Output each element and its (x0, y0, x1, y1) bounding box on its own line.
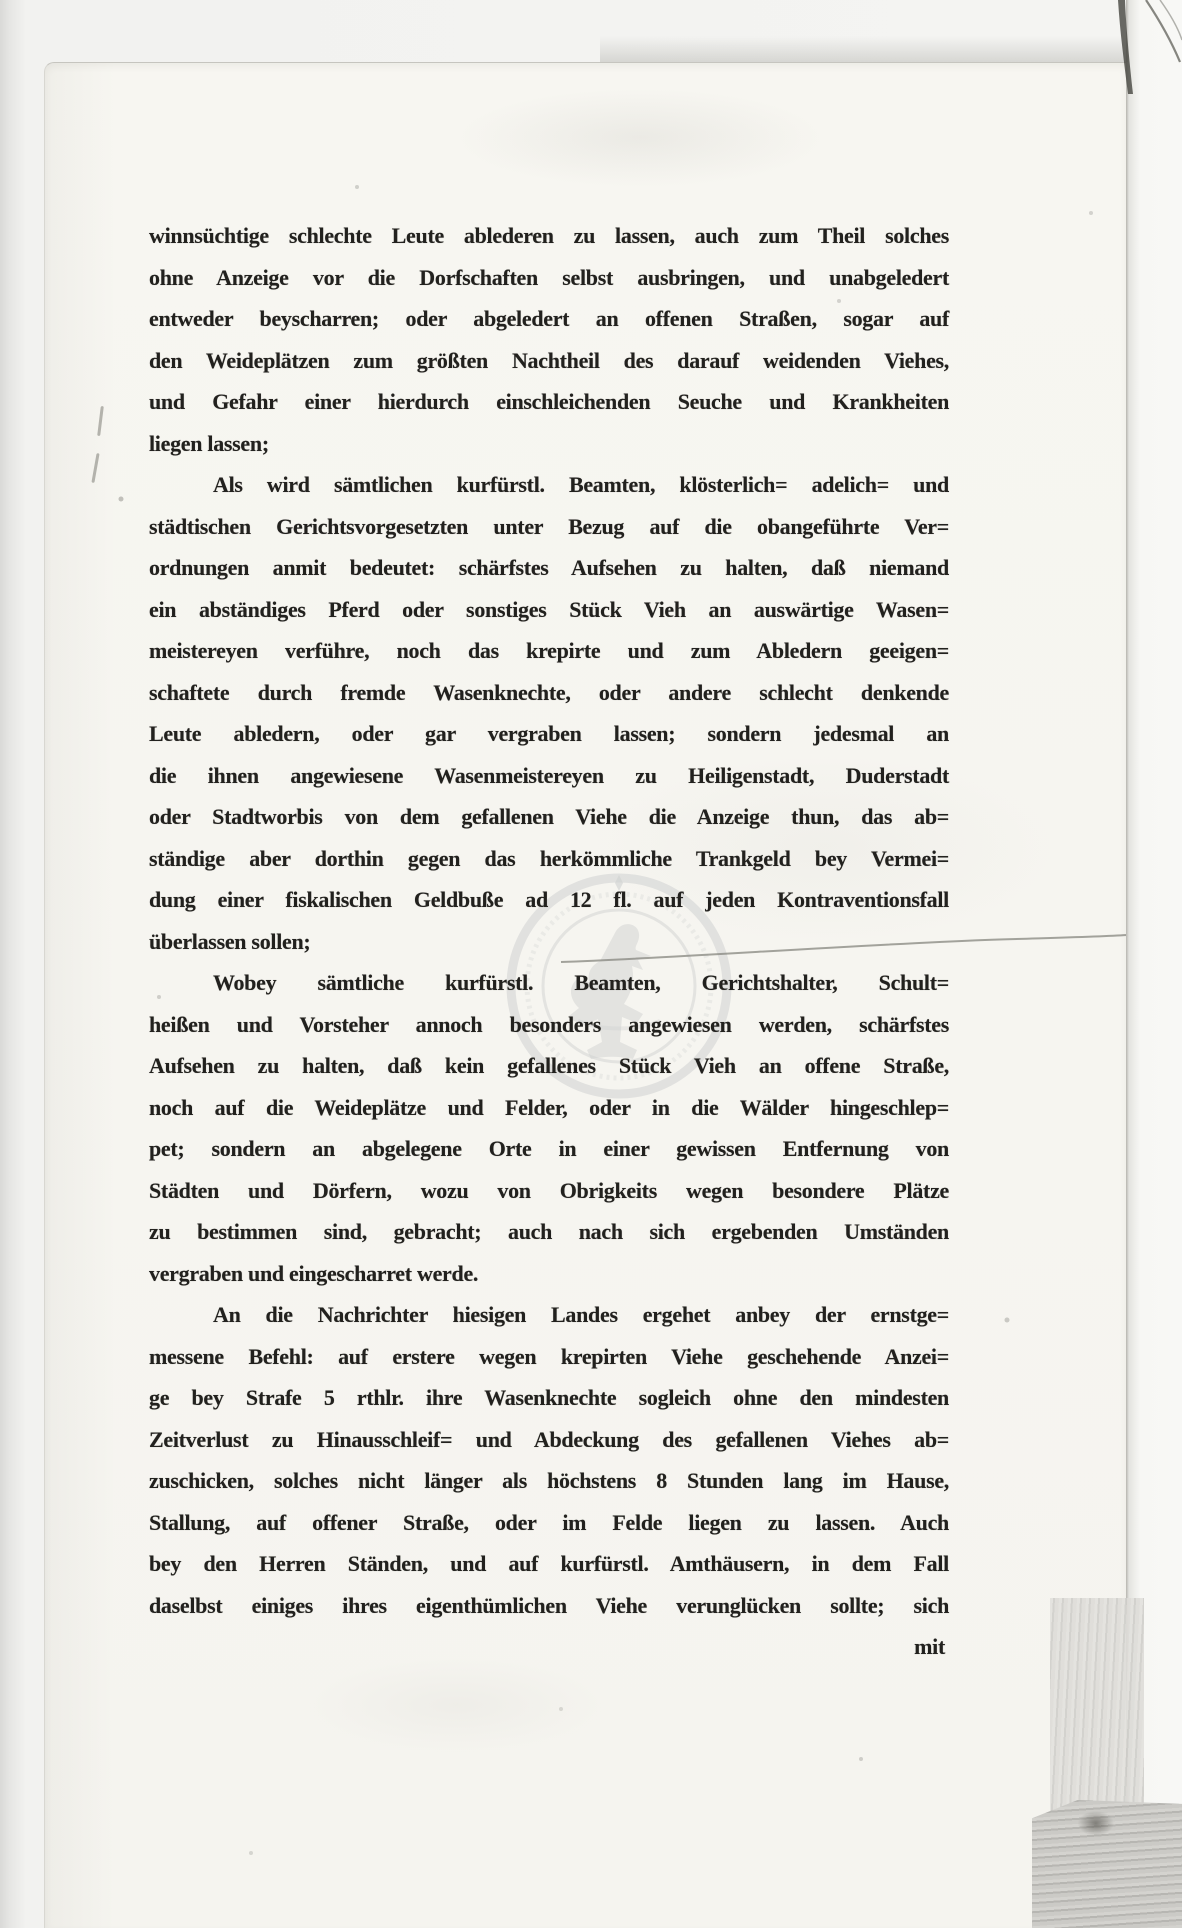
text-line: winnsüchtige schlechte Leute ablederen zu lassen, auch zum Theil solches (149, 223, 949, 248)
text-line: überlassen sollen; (149, 928, 311, 954)
text-column (149, 215, 949, 1668)
text-line: pet; sondern an abgelegene Orte in einer gewissen Entfernung von (149, 1136, 949, 1161)
text-line: messene Befehl: auf erstere wegen krepirten Viehe geschehende Anzei= (149, 1343, 949, 1369)
text-line: daselbst einiges ihres eigenthümlichen Viehe verunglücken sollte; sich (149, 1592, 949, 1618)
text-line: An die Nachrichter hiesigen Landes ergehet anbey der ernstge= (213, 1302, 949, 1327)
text-line: und Gefahr einer hierdurch einschleichenden Seuche und Krankheiten (149, 389, 949, 414)
text-line: dung einer fiskalischen Geldbuße ad 12 fl. auf jeden Kontraventionsfall (149, 887, 949, 912)
text-line: ein abständiges Pferd oder sonstiges Stück Vieh an auswärtige Wasen= (149, 596, 949, 622)
text-line: Als wird sämtlichen kurfürstl. Beamten, klösterlich= adelich= und (213, 472, 949, 497)
text-line: die ihnen angewiesene Wasenmeistereyen zu Heiligenstadt, Duderstadt (149, 762, 949, 788)
text-line: schaftete durch fremde Wasenknechte, oder andere schlecht denkende (149, 679, 949, 705)
text-line: den Weideplätzen zum größten Nachtheil des darauf weidenden Viehes, (149, 347, 949, 373)
book-fore-edge (1032, 1800, 1182, 1928)
document-page (44, 62, 1127, 1928)
text-line: ordnungen anmit bedeutet: schärfstes Aufsehen zu halten, daß niemand (149, 555, 949, 580)
text-line: Städten und Dörfern, wozu von Obrigkeits wegen besondere Plätze (149, 1177, 949, 1203)
catchword: mit (914, 1634, 945, 1659)
text-line: ständige aber dorthin gegen das herkömmliche Trankgeld bey Vermei= (149, 845, 949, 871)
foxing-specks (0, 0, 2, 2)
page-top-shadow (600, 36, 1128, 62)
text-line: entweder beyscharren; oder abgeledert an offenen Straßen, sogar auf (149, 306, 949, 331)
text-line: Aufsehen zu halten, daß kein gefallenes Stück Vieh an offene Straße, (149, 1053, 949, 1078)
text-line: oder Stadtworbis von dem gefallenen Viehe die Anzeige thun, das ab= (149, 804, 949, 829)
page-curl-marks (1100, 0, 1182, 112)
text-line: Zeitverlust zu Hinausschleif= und Abdeckung des gefallenen Viehes ab= (149, 1426, 949, 1452)
text-line: zu bestimmen sind, gebracht; auch nach sich ergebenden Umständen (149, 1219, 949, 1244)
text-line: liegen lassen; (149, 430, 269, 456)
text-line: meistereyen verführe, noch das krepirte und zum Abledern geeigen= (149, 638, 949, 663)
text-line: zuschicken, solches nicht länger als höchstens 8 Stunden lang im Hause, (149, 1468, 949, 1493)
text-line: ohne Anzeige vor die Dorfschaften selbst ausbringen, und unabgeledert (149, 264, 949, 290)
page-stack-edge (1050, 1598, 1144, 1813)
text-line: Stallung, auf offener Straße, oder im Felde liegen zu lassen. Auch (149, 1509, 949, 1535)
text-block (149, 215, 949, 1626)
margin-pen-mark (97, 406, 104, 436)
text-line: Wobey sämtliche kurfürstl. Beamten, Gerichtshalter, Schult= (213, 970, 949, 995)
text-line: bey den Herren Ständen, und auf kurfürstl. Amthäusern, in dem Fall (149, 1551, 949, 1576)
text-line: vergraben und eingescharret werde. (149, 1260, 479, 1286)
text-line: Leute abledern, oder gar vergraben lassen; sondern jedesmal an (149, 721, 949, 746)
text-line: noch auf die Weideplätze und Felder, oder in die Wälder hingeschlep= (149, 1094, 949, 1120)
text-line: heißen und Vorsteher annoch besonders angewiesen werden, schärfstes (149, 1011, 949, 1037)
text-line: ge bey Strafe 5 rthlr. ihre Wasenknechte sogleich ohne den mindesten (149, 1385, 949, 1410)
text-line: städtischen Gerichtsvorgesetzten unter Bezug auf die obangeführte Ver= (149, 513, 949, 539)
margin-pen-mark (91, 453, 99, 483)
